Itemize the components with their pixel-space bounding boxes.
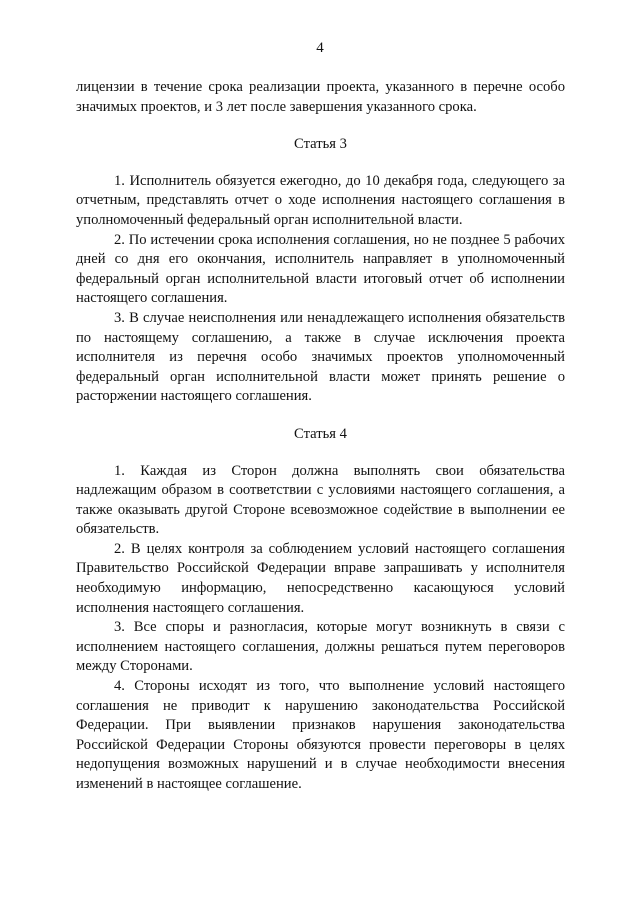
article-3-paragraph-1: 1. Исполнитель обязуется ежегодно, до 10 декабря года, следующего за отчетным, представлять отчет о ходе исполнения настоящего соглашения в уполномоченный федеральный орган исполнительной власти. <box>76 172 565 228</box>
article-3-paragraph-2: 2. По истечении срока исполнения соглашения, но не позднее 5 рабочих дней со дня его окончания, исполнитель направляет в уполномоченный федеральный орган исполнительной власти итоговый отчет об исполнении настоящего соглашения. <box>76 231 565 307</box>
intro-paragraph: лицензии в течение срока реализации проекта, указанного в перечне особо значимых проектов, и 3 лет после завершения указанного срока. <box>76 79 565 115</box>
page-number: 4 <box>316 40 324 56</box>
article-4-paragraph-3: 3. Все споры и разногласия, которые могут возникнуть в связи с исполнением настоящего соглашения, должны решаться путем переговоров между Сторонами. <box>76 619 565 675</box>
article-4-paragraph-1: 1. Каждая из Сторон должна выполнять свои обязательства надлежащим образом в соответствии с условиями настоящего соглашения, а также оказывать другой Стороне всевозможное содействие в выполнении ее обязательств. <box>76 462 565 538</box>
article-3-heading: Статья 3 <box>294 136 347 153</box>
article-4-paragraph-4: 4. Стороны исходят из того, что выполнение условий настоящего соглашения не приводит к нарушению законодательства Российской Федерации. При выявлении признаков нарушения законодательства Российской Федерации Стороны обязуются провести переговоры в целях недопущения возможных нарушений и в случае необходимости внесения изменений в настоящее соглашение. <box>76 678 565 792</box>
article-4-heading: Статья 4 <box>294 425 347 442</box>
article-4-paragraph-2: 2. В целях контроля за соблюдением условий настоящего соглашения Правительство Российской Федерации вправе запрашивать у исполнителя необходимую информацию, непосредственно касающуюся условий исполнения настоящего соглашения. <box>76 540 565 616</box>
article-3-paragraph-3: 3. В случае неисполнения или ненадлежащего исполнения обязательств по настоящему соглашению, а также в случае исключения проекта исполнителя из перечня особо значимых проектов уполномоченный федеральный орган исполнительной власти может принять решение о расторжении настоящего соглашения. <box>76 309 565 405</box>
document-body <box>76 78 565 795</box>
